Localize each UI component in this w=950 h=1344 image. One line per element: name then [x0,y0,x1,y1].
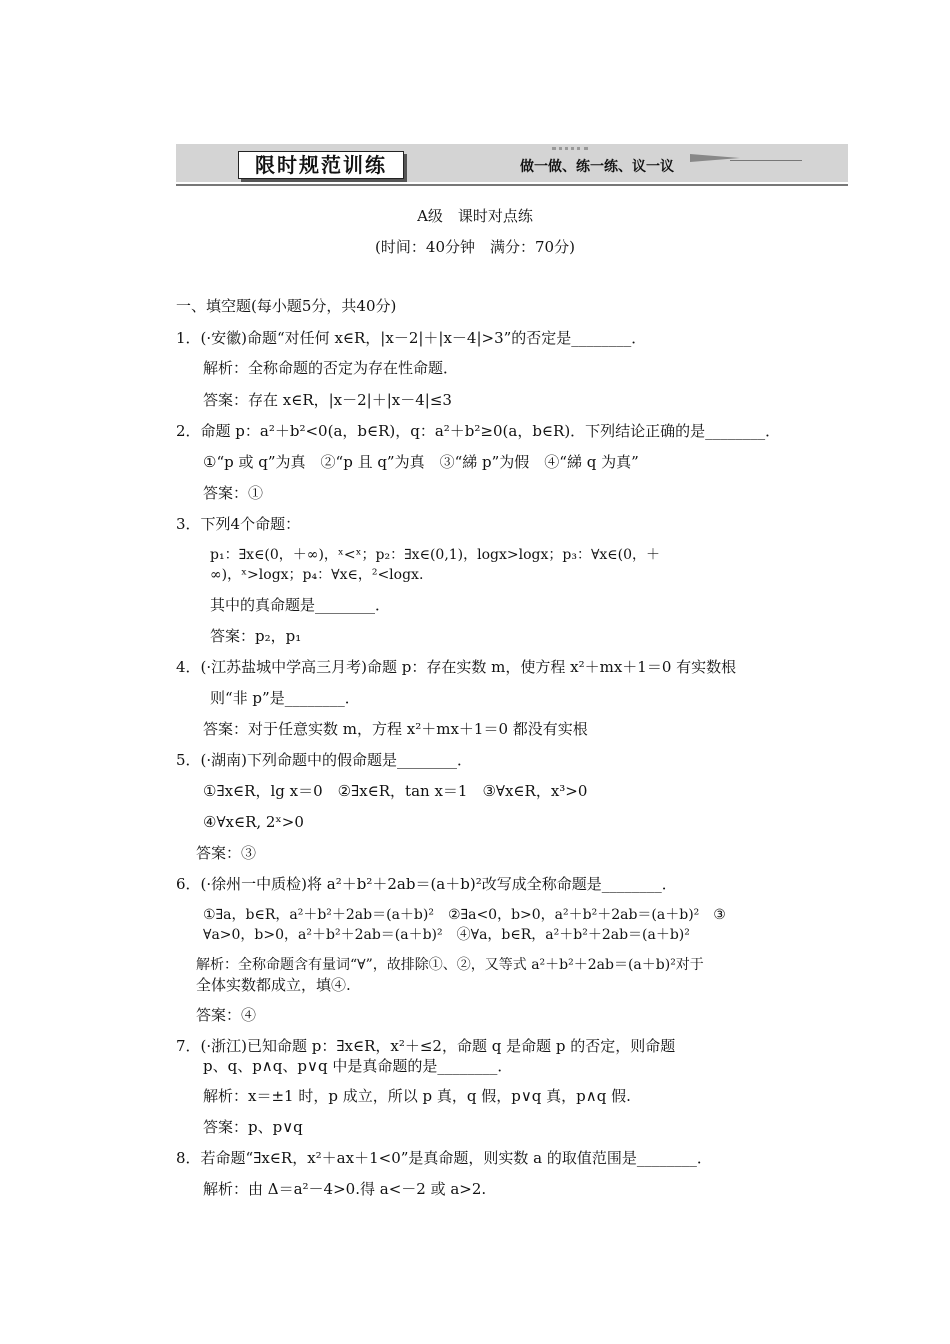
banner-title: 限时规范训练 [238,151,404,179]
question-5-options: ①∃x∈R，lg x＝0 ②∃x∈R，tan x＝1 ③∀x∈R，x³>0 [203,782,588,800]
answer-2: 答案：① [203,484,264,502]
analysis-6-line-1: 解析：全称命题含有量词“∀”，故排除①、②，又等式 a²＋b²＋2ab＝(a＋b)²对于 [196,957,704,973]
answer-3: 答案：p₂，p₁ [210,627,302,645]
question-1: 1．(·安徽)命题“对任何 x∈R，|x－2|＋|x－4|>3”的否定是________． [176,329,647,347]
analysis-8: 解析：由 Δ＝a²－4>0.得 a<－2 或 a>2. [203,1180,487,1198]
analysis-1: 解析：全称命题的否定为存在性命题． [203,359,459,377]
banner-rule [176,184,848,186]
question-6-options-2: ∀a>0，b>0，a²＋b²＋2ab＝(a＋b)² ④∀a，b∈R，a²＋b²＋2ab＝(a＋b)² [203,927,690,943]
question-3: 3．下列4个命题： [176,515,301,533]
question-6: 6．(·徐州一中质检)将 a²＋b²＋2ab＝(a＋b)²改写成全称命题是________． [176,875,677,893]
question-8: 8．若命题“∃x∈R，x²＋ax＋1<0”是真命题，则实数 a 的取值范围是________． [176,1149,712,1167]
answer-5: 答案：③ [196,844,257,862]
answer-1: 答案：存在 x∈R，|x－2|＋|x－4|≤3 [203,391,452,409]
question-4-prompt: 则“非 p”是________． [210,689,360,707]
answer-6: 答案：④ [196,1006,257,1024]
question-2-options: ①“p 或 q”为真 ②“p 且 q”为真 ③“綈 p”为假 ④“綈 q 为真” [203,453,639,471]
question-6-options-1: ①∃a，b∈R，a²＋b²＋2ab＝(a＋b)² ②∃a<0，b>0，a²＋b²＋2ab＝(a＋b)² ③ [203,907,726,923]
question-3-line-2: ∞)，ˣ>logx；p₄：∀x∈，²<logx. [210,567,424,583]
question-5-option-4: ④∀x∈R, 2ˣ>0 [203,813,304,831]
level-heading: A级 课时对点练 [417,207,533,225]
question-3-line-1: p₁：∃x∈(0，＋∞)，ˣ<ˣ；p₂：∃x∈(0,1)，logx>logx；p₃：∀x∈(0，＋ [210,547,661,563]
question-3-prompt: 其中的真命题是________． [210,596,391,614]
banner-dots-decoration [552,147,588,153]
question-7-line-2: p、q、p∧q、p∨q 中是真命题的是________． [203,1057,513,1075]
question-2: 2．命题 p：a²＋b²<0(a，b∈R)，q：a²＋b²≥0(a，b∈R)．下列结论正确的是________． [176,422,781,440]
section-heading: 一、填空题(每小题5分，共40分) [176,297,397,315]
question-5: 5．(·湖南)下列命题中的假命题是________． [176,751,473,769]
banner-line-decoration [730,160,802,161]
analysis-7: 解析：x＝±1 时，p 成立，所以 p 真，q 假，p∨q 真，p∧q 假. [203,1087,631,1105]
question-7: 7．(·浙江)已知命题 p：∃x∈R，x²＋≤2，命题 q 是命题 p 的否定，则命题 [176,1037,676,1055]
answer-7: 答案：p、p∨q [203,1118,303,1136]
question-4: 4．(·江苏盐城中学高三月考)命题 p：存在实数 m，使方程 x²＋mx＋1＝0 有实数根 [176,658,737,676]
analysis-6-line-2: 全体实数都成立，填④. [196,976,351,994]
time-score-line: (时间：40分钟 满分：70分) [375,238,575,256]
banner-slogan: 做一做、练一练、议一议 [520,159,674,175]
answer-4: 答案：对于任意实数 m，方程 x²＋mx＋1＝0 都没有实根 [203,720,588,738]
